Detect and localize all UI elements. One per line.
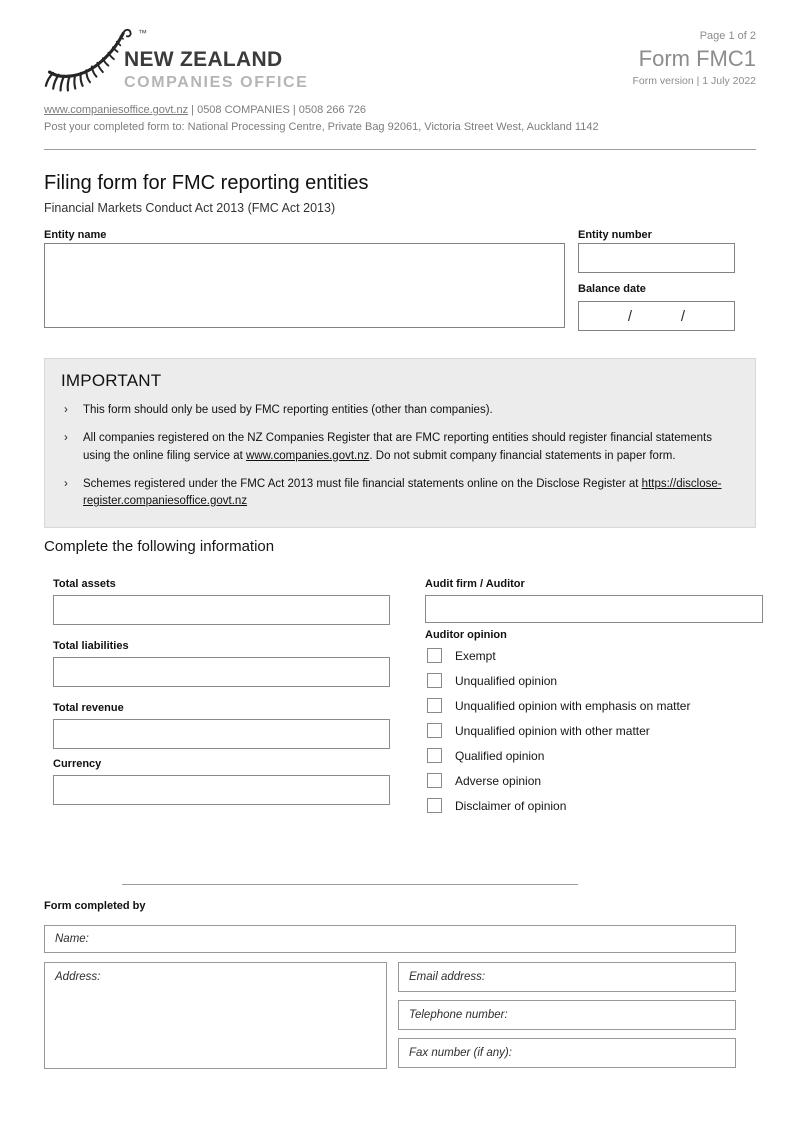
entity-name-input[interactable] <box>44 243 565 328</box>
page-subtitle: Financial Markets Conduct Act 2013 (FMC Act 2013) <box>44 201 336 215</box>
checkbox-disclaimer-of-opinion[interactable] <box>427 798 442 813</box>
bullet-icon: › <box>64 432 68 445</box>
trademark-symbol: ™ <box>138 28 147 38</box>
email-input[interactable] <box>398 962 736 992</box>
bullet-text-segment: This form should only be used by FMC reporting entities (other than companies). <box>83 404 493 416</box>
bullet-text-segment: Schemes registered under the FMC Act 2013 must file financial statements online on the Disclose Register at <box>83 477 642 490</box>
phone-numbers: | 0508 COMPANIES | 0508 266 726 <box>191 104 367 116</box>
option-row <box>427 673 763 688</box>
checkbox-unqualified-other[interactable] <box>427 723 442 738</box>
section-divider <box>122 884 578 885</box>
form-id: Form FMC1 <box>638 46 756 72</box>
total-assets-input[interactable] <box>53 595 390 625</box>
option-label: Unqualified opinion <box>455 673 558 688</box>
form-completed-by-label: Form completed by <box>44 900 146 912</box>
total-liabilities-label: Total liabilities <box>53 640 129 652</box>
postal-instructions: Post your completed form to: National Processing Centre, Private Bag 92061, Victoria Street West, Auckland 1142 <box>44 120 599 133</box>
option-label: Qualified opinion <box>455 748 545 763</box>
balance-date-input[interactable] <box>578 301 735 331</box>
audit-firm-input[interactable] <box>425 595 763 623</box>
telephone-placeholder: Telephone number: <box>409 1009 508 1021</box>
total-liabilities-input[interactable] <box>53 657 390 687</box>
option-row <box>427 773 763 788</box>
form-version: Form version | 1 July 2022 <box>632 74 756 87</box>
contact-line <box>44 102 599 119</box>
disclose-register-link[interactable]: https://disclose-register.companiesoffice.govt.nz <box>83 477 722 507</box>
total-revenue-label: Total revenue <box>53 702 124 714</box>
date-slash-icon: / <box>627 307 633 325</box>
website-link[interactable]: www.companiesoffice.govt.nz <box>44 104 189 116</box>
telephone-input[interactable] <box>398 1000 736 1030</box>
bullet-text-segment: All companies registered on the NZ Companies Register that are FMC reporting entities should register financial statements using the online filing service at <box>83 432 712 462</box>
address-input[interactable] <box>44 962 387 1069</box>
page-number: Page 1 of 2 <box>699 30 756 42</box>
fax-placeholder: Fax number (if any): <box>409 1047 512 1059</box>
option-label: Adverse opinion <box>455 773 542 788</box>
entity-number-input[interactable] <box>578 243 735 273</box>
option-row <box>427 798 763 813</box>
auditor-opinion-options <box>427 648 763 823</box>
checkbox-unqualified-opinion[interactable] <box>427 673 442 688</box>
option-row <box>427 648 763 663</box>
option-row <box>427 698 763 713</box>
audit-firm-label: Audit firm / Auditor <box>425 578 525 590</box>
form-meta <box>632 30 756 87</box>
page-title: Filing form for FMC reporting entities <box>44 172 369 194</box>
bullet-item <box>61 476 739 511</box>
title-block <box>44 172 369 215</box>
date-slash-icon: / <box>680 307 686 325</box>
companies-register-link[interactable]: www.companies.govt.nz <box>246 449 370 462</box>
address-placeholder: Address: <box>55 971 101 983</box>
balance-date-label: Balance date <box>578 283 646 295</box>
bullet-item <box>61 402 739 419</box>
header-divider <box>44 149 756 150</box>
important-list <box>61 402 739 510</box>
option-row <box>427 748 763 763</box>
fern-logo-icon <box>44 24 136 98</box>
contact-block <box>44 102 599 135</box>
currency-label: Currency <box>53 758 102 770</box>
brand-block <box>124 48 308 92</box>
option-label: Unqualified opinion with emphasis on matter <box>455 698 691 713</box>
auditor-opinion-label: Auditor opinion <box>425 629 507 641</box>
email-placeholder: Email address: <box>409 971 486 983</box>
checkbox-unqualified-emphasis[interactable] <box>427 698 442 713</box>
option-row <box>427 723 763 738</box>
checkbox-adverse-opinion[interactable] <box>427 773 442 788</box>
bullet-icon: › <box>64 404 68 416</box>
checkbox-exempt[interactable] <box>427 648 442 663</box>
bullet-text <box>83 476 739 511</box>
bullet-text <box>83 430 739 465</box>
brand-subname: COMPANIES OFFICE <box>124 74 309 92</box>
section-heading: Complete the following information <box>44 538 275 555</box>
brand-name: NEW ZEALAND <box>124 48 283 71</box>
option-label: Unqualified opinion with other matter <box>455 723 650 738</box>
fax-input[interactable] <box>398 1038 736 1068</box>
name-input[interactable] <box>44 925 736 953</box>
name-placeholder: Name: <box>55 933 89 945</box>
entity-number-label: Entity number <box>578 229 652 241</box>
total-assets-label: Total assets <box>53 578 116 590</box>
important-heading: IMPORTANT <box>61 371 162 390</box>
bullet-icon: › <box>64 477 68 490</box>
checkbox-qualified-opinion[interactable] <box>427 748 442 763</box>
important-panel <box>44 358 756 528</box>
bullet-text-segment: . Do not submit company financial statements in paper form. <box>369 449 676 462</box>
option-label: Exempt <box>455 648 496 663</box>
entity-name-label: Entity name <box>44 229 107 241</box>
bullet-item <box>61 430 739 465</box>
bullet-text <box>83 402 739 419</box>
total-revenue-input[interactable] <box>53 719 390 749</box>
currency-input[interactable] <box>53 775 390 805</box>
option-label: Disclaimer of opinion <box>455 798 567 813</box>
